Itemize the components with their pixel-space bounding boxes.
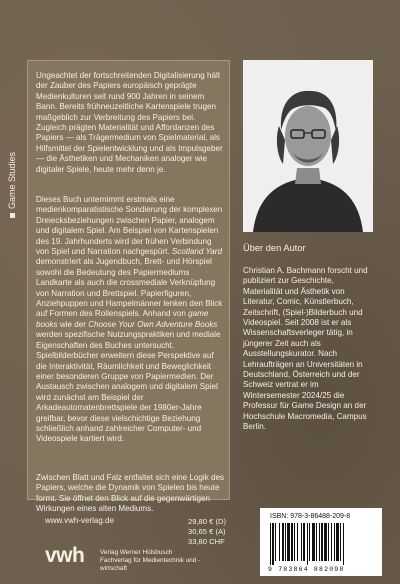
barcode-bar (307, 523, 308, 565)
blurb-text: Dieses Buch unternimmt erstmals eine medienkomparatistische Sondierung der komplexen Dreiecksbeziehungen zwischen Papier, analogem und digitalem Spiel. Am Beispiel von Kartenspielen des 19. Jahrhunderts wird der frühen Verbindung von Spiel und Narration nachgespürt. (36, 195, 223, 257)
barcode-bar (303, 523, 305, 561)
barcode-bar (294, 523, 295, 561)
barcode-bar (312, 523, 315, 561)
blurb-text: werden spezifische Nutzungspraktiken und mediale Eigenschaften des Buches untersucht. Spielbilderbücher erweitern diese Perspektive auf die Interaktivität, Räumlichkeit und Beweglichkeit einer besonderen Gruppe von Papiermedien. Der Austausch zwischen analogem und digitalem Spiel wird zunächst am Beispiel der Arkadeautomatenbrettspiele der 1980er-Jahre greifbar, bevor diese vielschichtige Beziehung schließlich anhand zahlreicher Computer- und Videospiele kartiert wird. (36, 330, 221, 444)
barcode-bar (331, 523, 332, 561)
barcode-bar (291, 523, 293, 561)
price-switzerland: 33,80 CHF (188, 537, 225, 546)
blurb-text: wie der (57, 319, 89, 329)
price-list (188, 517, 226, 547)
blurb-paragraph-1: Ungeachtet der fortschreitenden Digitalisierung hält der Zauber des Papiers europäisch geprägte Medienkulturen seit rund 900 Jahren in seinem Bann. Bereits frühneuzeitliche Kartenspiele trugen maßgeblich zur Verbreitung des Papiers bei. Zugleich prägten Materialität und Affordanzen des Papiers — als Trägermedium von Spielmaterial, als Hilfsmittel der Spielentwicklung und als Impulsgeber — die Ästhetiken und Mechaniken analoger wie digitaler Spiele, heute mehr denn je. (36, 71, 223, 174)
book-title-cyoa: Choose Your Own Adventure Books (88, 319, 218, 329)
blurb-paragraph-3: Zwischen Blatt und Falz entfaltet sich eine Logik des Papiers, welche die Dynamik von Spielen bis heute formt. Sie öffnet den Blick auf die gegenwärtigen Wirkungen eines alten Mediums. (36, 473, 225, 514)
publisher-name: Verlag Werner Hülsbusch (100, 549, 173, 556)
isbn-label: ISBN: 978-3-86488-209-8 (270, 513, 351, 520)
blurb-text: demonstriert als Jugendbuch, Brett- und Hörspiel sowohl die Bedeutung des Papiermediums Landkarte als auch die crossmediale Verknüpfung von Narration und Brettspiel. Papierfiguren, Anziehpuppen und Hampelmänner lenken den Blick auf Formen des Rollenspiels. Anhand von (36, 257, 223, 319)
publisher-tagline: Fachverlag für Medientechnik und -wirtschaft (100, 557, 201, 572)
publisher-logo: vwh (45, 544, 85, 567)
blurb-panel (27, 60, 230, 514)
blurb-paragraph-2 (36, 195, 226, 445)
isbn-barcode-box (260, 508, 382, 576)
barcode-bar (334, 523, 335, 561)
barcode-bar (270, 523, 271, 565)
barcode-bar (275, 523, 276, 561)
barcode-bar (272, 523, 274, 565)
barcode-bar (328, 523, 329, 561)
term-game-books: game books (36, 309, 209, 329)
barcode-bar (297, 523, 298, 561)
barcode-bar (324, 523, 327, 561)
barcode-digits: 9 783864 882098 (268, 566, 345, 573)
author-photo (243, 60, 373, 232)
barcode-bar (316, 523, 317, 561)
barcode-bar (336, 523, 339, 561)
barcode-bar (343, 523, 344, 565)
series-label-text: Game Studies (7, 151, 17, 209)
barcode-bar (301, 523, 302, 561)
series-label (7, 118, 21, 218)
barcode-bar (282, 523, 284, 561)
publisher-info (100, 549, 210, 573)
price-germany: 29,80 € (D) (188, 517, 226, 526)
barcode-bar (287, 523, 290, 561)
price-austria: 30,65 € (A) (188, 527, 226, 536)
barcode (270, 523, 372, 565)
book-title-scotland-yard: Scotland Yard (171, 247, 222, 257)
author-bio: Christian A. Bachmann forscht und publiziert zur Geschichte, Materialität und Ästhetik von Literatur, Comic, Künstlerbuch, Zeitschrift, (Spiel-)Bilderbuch und Videospiel. Seit 2008 ist er als Wissenschaftsverleger tätig, in jüngerer Zeit auch als Ausstellungskurator. Nach Lehraufträgen an Universitäten in Deutschland, Österreich und der Schweiz vertrat er im Wintersemester 2024/25 die Professur für Game Design an der Hochschule Macromedia, Campus Berlin. (243, 266, 368, 432)
barcode-bar (279, 523, 280, 561)
publisher-url: www.vwh-verlag.de (45, 516, 114, 525)
barcode-bar (285, 523, 286, 561)
barcode-bar (309, 523, 310, 561)
barcode-bar (319, 523, 320, 561)
author-heading: Über den Autor (243, 243, 306, 253)
barcode-bar (340, 523, 341, 561)
barcode-bar (321, 523, 323, 561)
square-bullet-icon (10, 213, 15, 218)
